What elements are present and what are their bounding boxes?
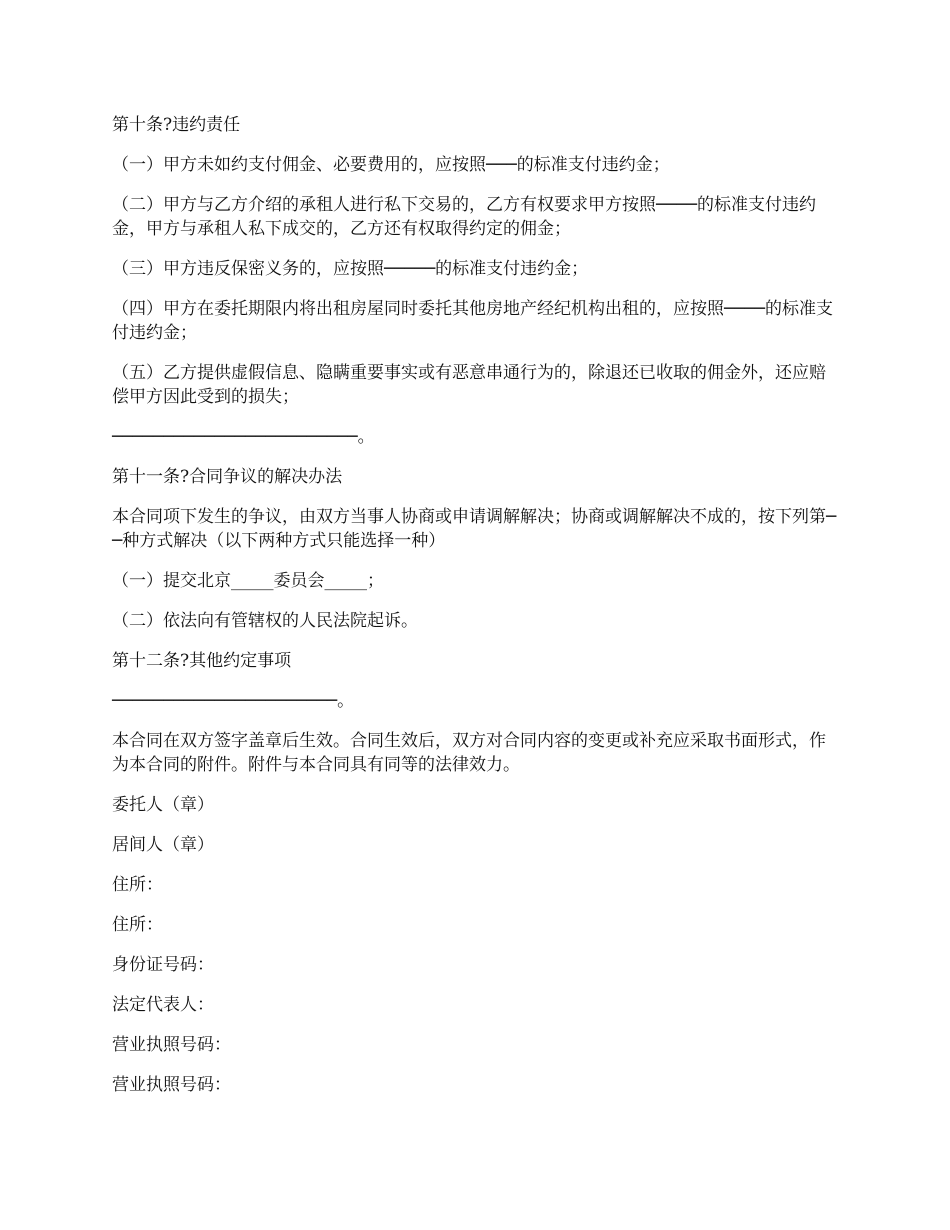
- document-body: [112, 113, 842, 1113]
- article-10-item-4: （四）甲方在委托期限内将出租房屋同时委托其他房地产经纪机构出租的，应按照────的标准支付违约金；: [112, 299, 833, 343]
- article-11-option-1: （一）提交北京_____委员会_____；: [112, 571, 384, 591]
- article-10-title: 第十条?违约责任: [112, 115, 241, 135]
- article-10-item-1: （一）甲方未如约支付佣金、必要费用的，应按照───的标准支付违约金；: [112, 155, 670, 175]
- effect-clause: 本合同在双方签字盖章后生效。合同生效后，双方对合同内容的变更或补充应采取书面形式，作为本合同的附件。附件与本合同具有同等的法律效力。: [112, 731, 826, 775]
- signature-principal: 委托人（章）: [112, 795, 214, 815]
- article-11-body: 本合同项下发生的争议，由双方当事人协商或申请调解解决；协商或调解解决不成的，按下列第──种方式解决（以下两种方式只能选择一种）: [112, 507, 837, 551]
- principal-address: 住所：: [112, 875, 163, 895]
- article-12-title: 第十二条?其他约定事项: [112, 651, 292, 671]
- article-10-blank-line: ────────────────────────。: [112, 427, 375, 447]
- intermediary-address: 住所：: [112, 915, 163, 935]
- article-10-item-3: （三）甲方违反保密义务的，应按照─────的标准支付违约金；: [112, 259, 589, 279]
- legal-representative: 法定代表人：: [112, 995, 214, 1015]
- article-12-blank-line: ──────────────────────。: [112, 691, 355, 711]
- business-license-number-2: 营业执照号码：: [112, 1075, 231, 1095]
- business-license-number-1: 营业执照号码：: [112, 1035, 231, 1055]
- id-number: 身份证号码：: [112, 955, 214, 975]
- article-10-item-2: （二）甲方与乙方介绍的承租人进行私下交易的，乙方有权要求甲方按照────的标准支付违约金，甲方与承租人私下成交的，乙方还有权取得约定的佣金；: [112, 195, 816, 239]
- signature-intermediary: 居间人（章）: [112, 835, 214, 855]
- article-11-option-2: （二）依法向有管辖权的人民法院起诉。: [112, 611, 418, 631]
- article-11-title: 第十一条?合同争议的解决办法: [112, 467, 343, 487]
- article-10-item-5: （五）乙方提供虚假信息、隐瞒重要事实或有恶意串通行为的，除退还已收取的佣金外，还应赔偿甲方因此受到的损失；: [112, 363, 826, 407]
